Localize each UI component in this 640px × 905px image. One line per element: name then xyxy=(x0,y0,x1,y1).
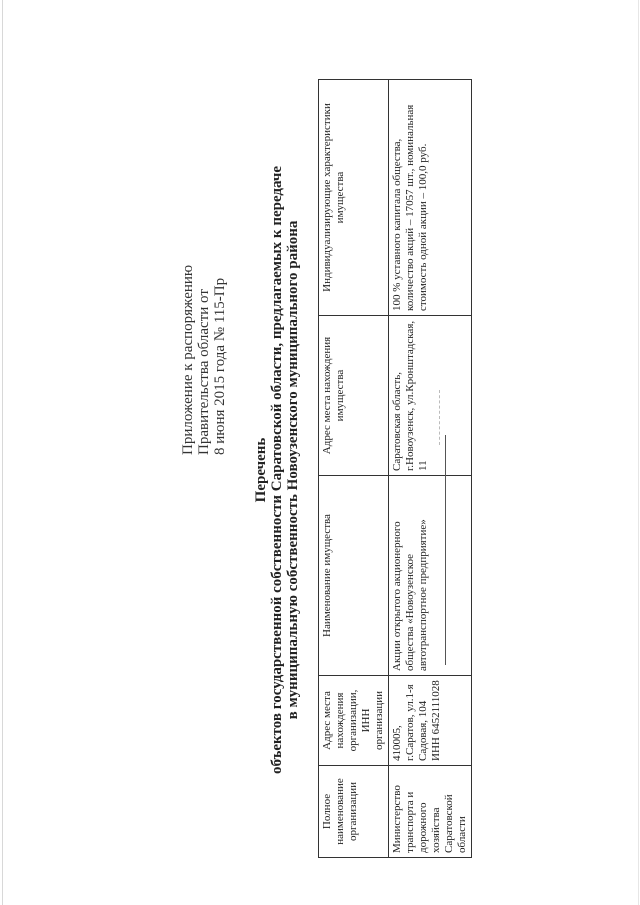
cell-org-address: 410005, г.Саратов, ул.1-я Садовая, 104 ИНН 6452111028 xyxy=(389,676,472,766)
document-subtitle-1: объектов государственной собственности Саратовской области, предлагаемых к передаче xyxy=(269,165,285,775)
appendix-line-1: Приложение к распоряжению xyxy=(180,264,196,455)
header-property-address: Адрес места нахождения имущества xyxy=(319,316,389,476)
table-header-row xyxy=(319,80,389,858)
header-org-address: Адрес места нахождения организации, ИНН организации xyxy=(319,676,389,766)
table-row xyxy=(389,80,472,858)
header-property-name: Наименование имущества xyxy=(319,476,389,676)
document-subtitle-2: в муниципальную собственность Новоузенского муниципального района xyxy=(285,220,301,720)
scan-mark xyxy=(439,390,440,445)
cell-characteristics: 100 % уставного капитала общества, количество акций – 17057 шт., номинальная стоимость одной акции – 100,0 руб. xyxy=(389,80,472,316)
end-divider-line xyxy=(445,435,446,665)
document-heading xyxy=(253,55,301,885)
cell-org-name: Министерство транспорта и дорожного хозяйства Саратовской области xyxy=(389,766,472,858)
property-table xyxy=(318,79,472,858)
header-org-name: Полное наименование организации xyxy=(319,766,389,858)
scan-edge-right xyxy=(638,0,639,905)
document-page xyxy=(170,55,470,885)
header-characteristics: Индивидуализирующие характеристики имущества xyxy=(319,80,389,316)
cell-property-address: Саратовская область, г.Новоузенск, ул.Кронштадская, 11 xyxy=(389,316,472,476)
document-title: Перечень xyxy=(253,437,269,503)
scan-edge xyxy=(2,0,3,905)
cell-property-name: Акции открытого акционерного общества «Новоузенское автотранспортное предприятие» xyxy=(389,476,472,676)
appendix-line-2: Правительства области от xyxy=(196,289,212,455)
appendix-line-3: 8 июня 2015 года № 115-Пр xyxy=(212,277,228,455)
appendix-note xyxy=(180,225,228,455)
